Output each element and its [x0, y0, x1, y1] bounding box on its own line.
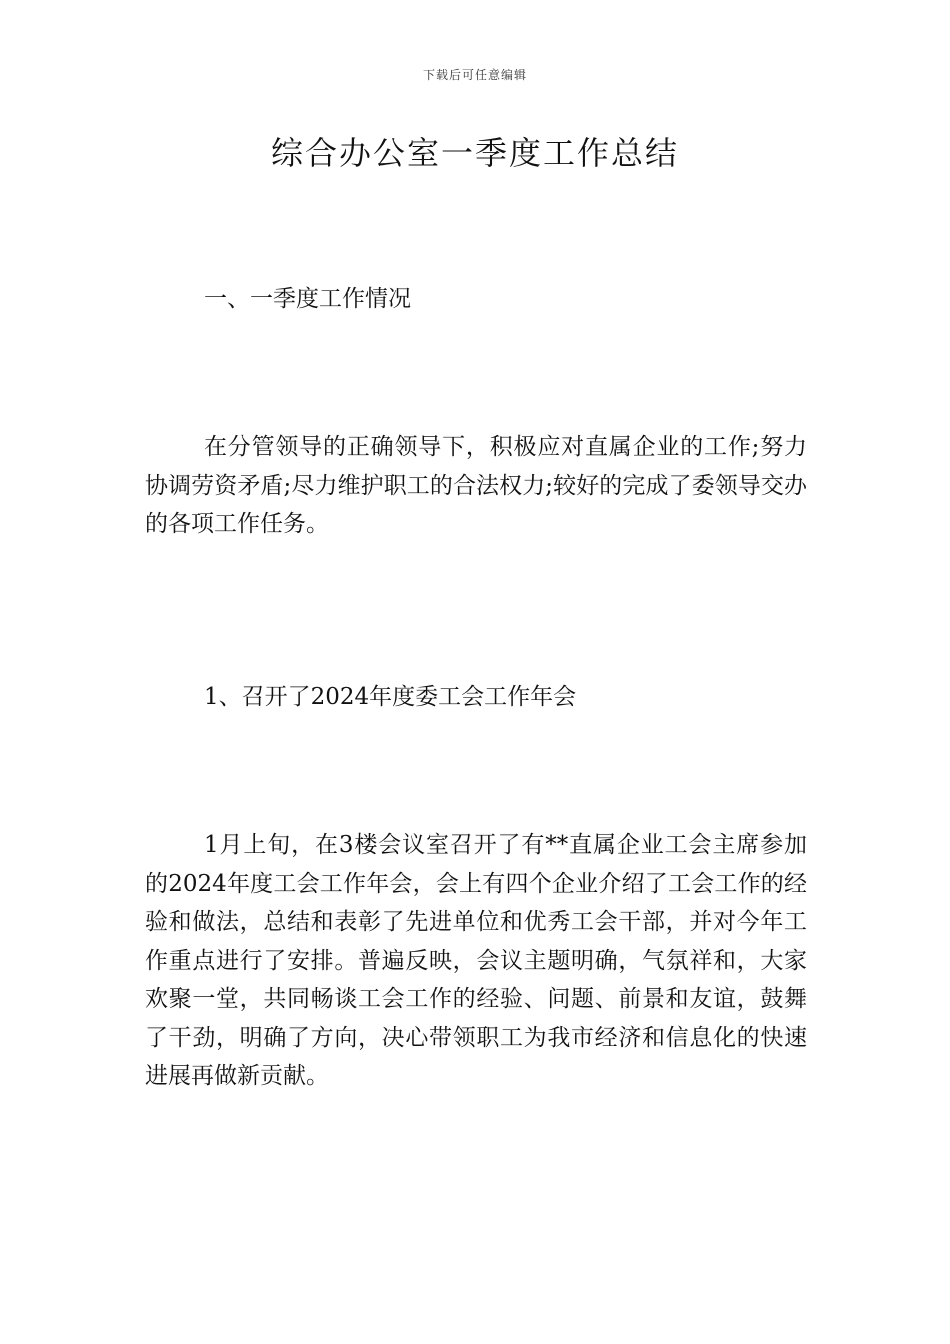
paragraph-quarter-work-overview: 在分管领导的正确领导下，积极应对直属企业的工作;努力协调劳资矛盾;尽力维护职工的合法权力;较好的完成了委领导交办的各项工作任务。	[145, 434, 807, 537]
header-note: 下载后可任意编辑	[422, 68, 527, 82]
section-heading-annual-meeting: 1、召开了2024年度委工会工作年会	[204, 684, 577, 710]
section-heading-quarter-work: 一、一季度工作情况	[204, 286, 411, 312]
document-title: 综合办公室一季度工作总结	[270, 134, 679, 172]
paragraph-annual-meeting-details: 1月上旬，在3楼会议室召开了有**直属企业工会主席参加的2024年度工会工作年会，会上有四个企业介绍了工会工作的经验和做法，总结和表彰了先进单位和优秀工会干部，并对今年工作重点进行了安排。普遍反映，会议主题明确，气氛祥和，大家欢聚一堂，共同畅谈工会工作的经验、问题、前景和友谊，鼓舞了干劲，明确了方向，决心带领职工为我市经济和信息化的快速进展再做新贡献。	[145, 832, 807, 1089]
